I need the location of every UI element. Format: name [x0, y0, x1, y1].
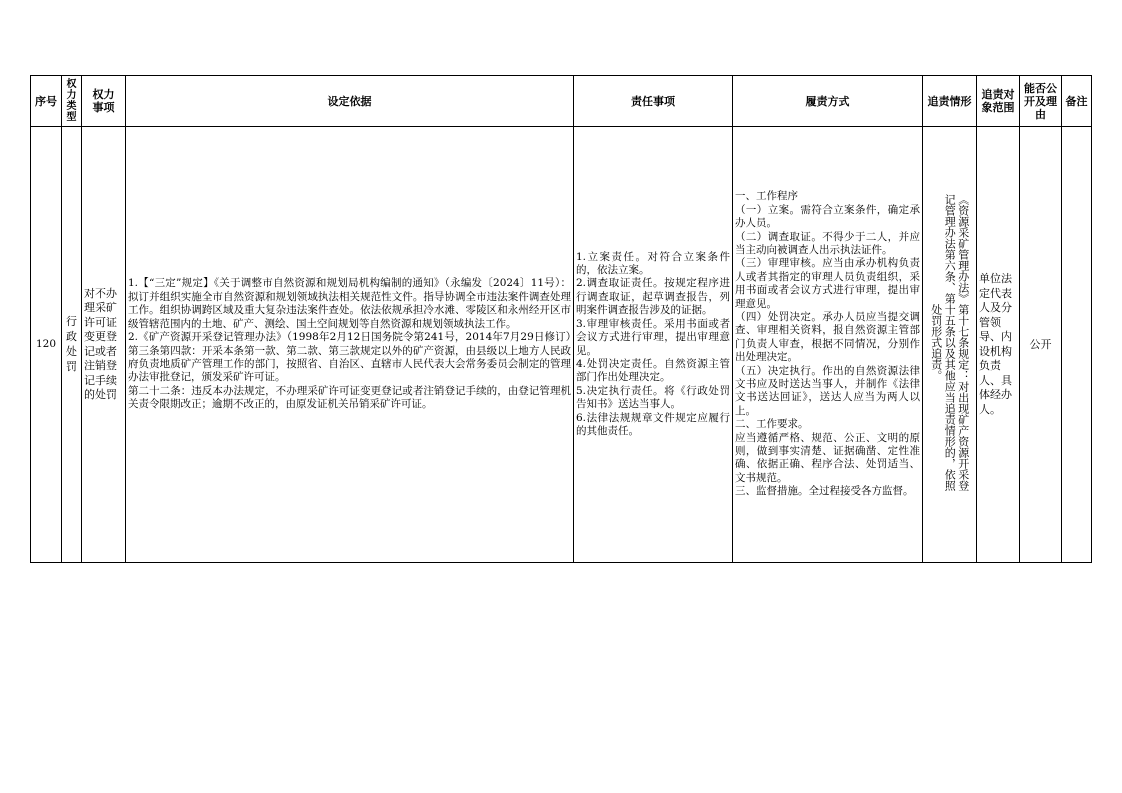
header-type-text: 权力类型: [66, 79, 77, 123]
header-scope: [977, 76, 1020, 127]
cell-seq: 120: [31, 127, 62, 563]
cell-responsibility: 1.立案责任。对符合立案条件的，依法立案。 2.调查取证责任。按规定程序进行调查取证，起草调查报告，列明案件调查报告涉及的证据。 3.审理审核责任。采用书面或者会议方式进行审理，提出审理意见。 4.处罚决定责任。自然资源主管部门作出处理决定。 5.决定执行责任。将《行政处罚告知书》送达当事人。 6.法律法规规章文件规定应履行的其他责任。: [574, 127, 733, 563]
power-list-table: [30, 75, 1092, 563]
header-note: 备注: [1062, 76, 1092, 127]
cell-public: 公开: [1020, 127, 1062, 563]
cell-scope: 单位法定代表人及分管领导、内设机构负责人、具体经办人。: [977, 127, 1020, 563]
header-accountability: 追责情形: [923, 76, 977, 127]
header-responsibility: 责任事项: [574, 76, 733, 127]
header-item-text: 权力事项: [92, 88, 115, 114]
header-item: [82, 76, 126, 127]
cell-note: [1062, 127, 1092, 563]
cell-basis: 1.【“三定”规定】《关于调整市自然资源和规划局机构编制的通知》（永编发〔2024〕11号）：拟订并组织实施全市自然资源和规划领域执法相关规范性文件。指导协调全市违法案件调查处理工作。组织协调跨区域及重大复杂违法案件查处。依法依规承担冷水滩、零陵区和永州经开区市级管辖范围内的土地、矿产、测绘、国土空间规划等自然资源和规划领域执法工作。 2.《矿产资源开采登记管理办法》（1998年2月12日国务院令第241号，2014年7月29日修订）第三条第四款：开采本条第一款、第二款、第三款规定以外的矿产资源，由县级以上地方人民政府负责地质矿产管理工作的部门，按照省、自治区、直辖市人民代表大会常务委员会制定的管理办法审批登记，颁发采矿许可证。 第二十二条：违反本办法规定，不办理采矿许可证变更登记或者注销登记手续的，由登记管理机关责令限期改正；逾期不改正的，由原发证机关吊销采矿许可证。: [126, 127, 574, 563]
header-basis: 设定依据: [126, 76, 574, 127]
header-method: 履责方式: [733, 76, 923, 127]
cell-type-text: 行政处罚: [66, 315, 77, 374]
header-row: [31, 76, 1092, 127]
cell-type: [62, 127, 82, 563]
header-type: [62, 76, 82, 127]
header-scope-text: 追责对象范围: [981, 88, 1015, 114]
header-public-text: 能否公开及理由: [1024, 81, 1057, 121]
cell-item: 对不办理采矿许可证变更登记或者注销登记手续的处罚: [82, 127, 126, 563]
table-row: [31, 127, 1092, 563]
header-seq: 序号: [31, 76, 62, 127]
cell-accountability: [923, 127, 977, 563]
cell-method: 一、工作程序 （一）立案。需符合立案条件，确定承办人员。 （二）调查取证。不得少于二人，并应当主动向被调查人出示执法证件。 （三）审理审核。应当由承办机构负责人或者其指定的审理人员负责组织，采用书面或者会议方式进行审理，提出审理意见。 （四）处罚决定。承办人员应当提交调查、审理相关资料，报自然资源主管部门负责人审查，根据不同情况，分别作出处理决定。 （五）决定执行。作出的自然资源法律文书应及时送达当事人，并制作《法律文书送达回证》，送达人应当为两人以上。 二、工作要求。 应当遵循严格、规范、公正、文明的原则，做到事实清楚、证据确凿、定性准确、依据正确、程序合法、处罚适当、文书规范。 三、监督措施。全过程接受各方监督。: [733, 127, 923, 563]
header-public: [1020, 76, 1062, 127]
cell-accountability-text: 《资源采矿管理办法》第十七条规定：对出现矿产资源开采登记管理办法第六条、第十五条以及其他应当追责情形的，依照处罚形式追责。: [929, 193, 970, 491]
